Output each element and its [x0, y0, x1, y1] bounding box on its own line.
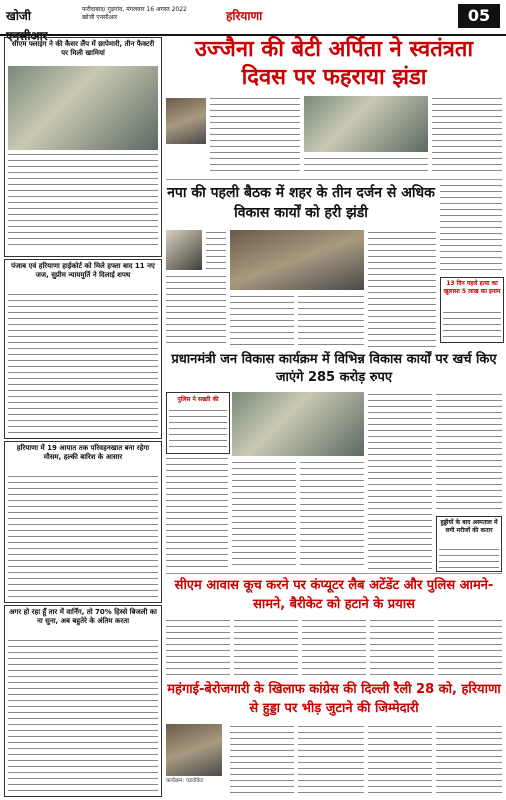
article-body — [443, 310, 501, 340]
article-body — [368, 392, 432, 570]
right-column-body — [440, 183, 502, 273]
speaker-photo — [166, 724, 222, 776]
author-caption: कार्यक्रम: एडवोकेट — [166, 778, 204, 784]
publication-name: खोजी एनसीआर — [82, 14, 118, 21]
article-body — [232, 460, 296, 570]
article-body — [302, 618, 366, 676]
main-headline — [166, 36, 502, 94]
article-body — [436, 724, 502, 796]
article-body — [206, 230, 226, 270]
mehangai-headline: महंगाई-बेरोजगारी के खिलाफ कांग्रेस की दिल्ली रैली 28 को, हरियाणा से हुड्डा पर भीड़ जुटाने की जिम्मेदारी — [167, 682, 501, 716]
police-headline: पुलिस ने सख्ती की — [177, 396, 219, 403]
left-story3-headline: हरियाणा में 19 आयात तक परिवहनखात बना रहेगा मौसम, हल्की बारिश के आसार — [16, 444, 150, 461]
article-body — [8, 292, 158, 434]
article-body — [8, 152, 158, 250]
author-photo — [166, 98, 206, 144]
article-body — [298, 294, 364, 348]
article-body — [166, 618, 230, 676]
article-body — [298, 724, 364, 796]
left-story4-headline: अगर हो रहा हूँ तार में वार्निंग, तो 70% हिस्से बिजली का ना सुना, अब बहुतेरे के अंतिम करता — [9, 608, 157, 625]
article-body — [370, 618, 434, 676]
article-body — [166, 456, 228, 570]
meeting-photo — [230, 230, 364, 290]
hospital-headline: हुड्डीयों के बाद अस्पताल में लगी मरीजों की कतार — [440, 519, 498, 534]
article-body — [210, 96, 300, 176]
main-headline-line1: उज्जैना की बेटी अर्पिता ने स्वतंत्रता — [194, 37, 474, 62]
article-body — [368, 230, 436, 348]
cm-awas-columns — [166, 618, 502, 676]
article-body — [169, 408, 227, 448]
article-body — [8, 474, 158, 598]
article-body — [300, 460, 364, 570]
left-top-box — [4, 37, 162, 257]
factory-photo — [8, 66, 158, 150]
article-body — [368, 724, 432, 796]
photo-caption — [304, 156, 428, 176]
left-story4-box — [4, 605, 162, 797]
article-body — [230, 724, 294, 796]
page-number: 05 — [458, 4, 500, 28]
left-story2-headline: पंजाब एवं हरियाणा हाईकोर्ट को मिले हफ्ता बाद 11 नए जज, सुप्रीम न्यायमुर्ति ने दिलाई शपथ — [11, 262, 155, 279]
mehangai-columns — [166, 724, 502, 796]
left-story2-box — [4, 259, 162, 439]
article-body — [439, 547, 499, 569]
divider — [166, 179, 502, 180]
left-story3-box — [4, 441, 162, 603]
section-name: हरियाणा — [226, 9, 263, 23]
reward-box — [440, 277, 504, 343]
npa-story-columns — [166, 230, 436, 348]
article-body — [230, 294, 294, 348]
pm-story-columns — [166, 392, 502, 570]
flag-hoisting-photo — [304, 96, 428, 152]
npa-headline: नपा की पहली बैठक में शहर के तीन दर्जन से अधिक विकास कार्यों को हरी झंडी — [167, 185, 435, 221]
article-body — [438, 618, 502, 676]
police-box — [166, 392, 230, 454]
article-body — [432, 96, 502, 176]
reward-headline: 13 दिन पहले हत्या का खुलासा 5 लाख का इनाम — [443, 280, 501, 295]
hospital-box — [436, 516, 502, 572]
masthead-meta — [82, 6, 202, 22]
left-top-headline: सीएम फ्लाइंग ने की कैसर लैंप में छापेमारी, तीन फैक्टरी पर मिली खामियां — [11, 40, 155, 57]
brand-logo: खोजी एनसीआर — [6, 9, 48, 43]
article-body — [166, 274, 226, 348]
pm-headline: प्रधानमंत्री जन विकास कार्यक्रम में विभिन्न विकास कार्यों पर खर्च किए जाएंगे 285 करोड़ रुपए — [171, 352, 497, 385]
article-body — [8, 638, 158, 794]
crowd-photo — [232, 392, 364, 456]
divider — [166, 573, 502, 574]
author-photo — [166, 230, 202, 270]
date-line: फरीदाबाद/ गुड़गांव, मंगलवार 16 अगस्त 2022 — [82, 6, 187, 13]
article-body — [436, 392, 502, 512]
cm-awas-headline: सीएम आवास कूच करने पर कंप्यूटर लैब अटेंडेंट और पुलिस आमने-सामने, बैरीकेट को हटाने के प्रयास — [174, 578, 494, 612]
main-story-columns — [166, 96, 502, 176]
article-body — [234, 618, 298, 676]
main-headline-line2: दिवस पर फहराया झंडा — [241, 65, 427, 90]
